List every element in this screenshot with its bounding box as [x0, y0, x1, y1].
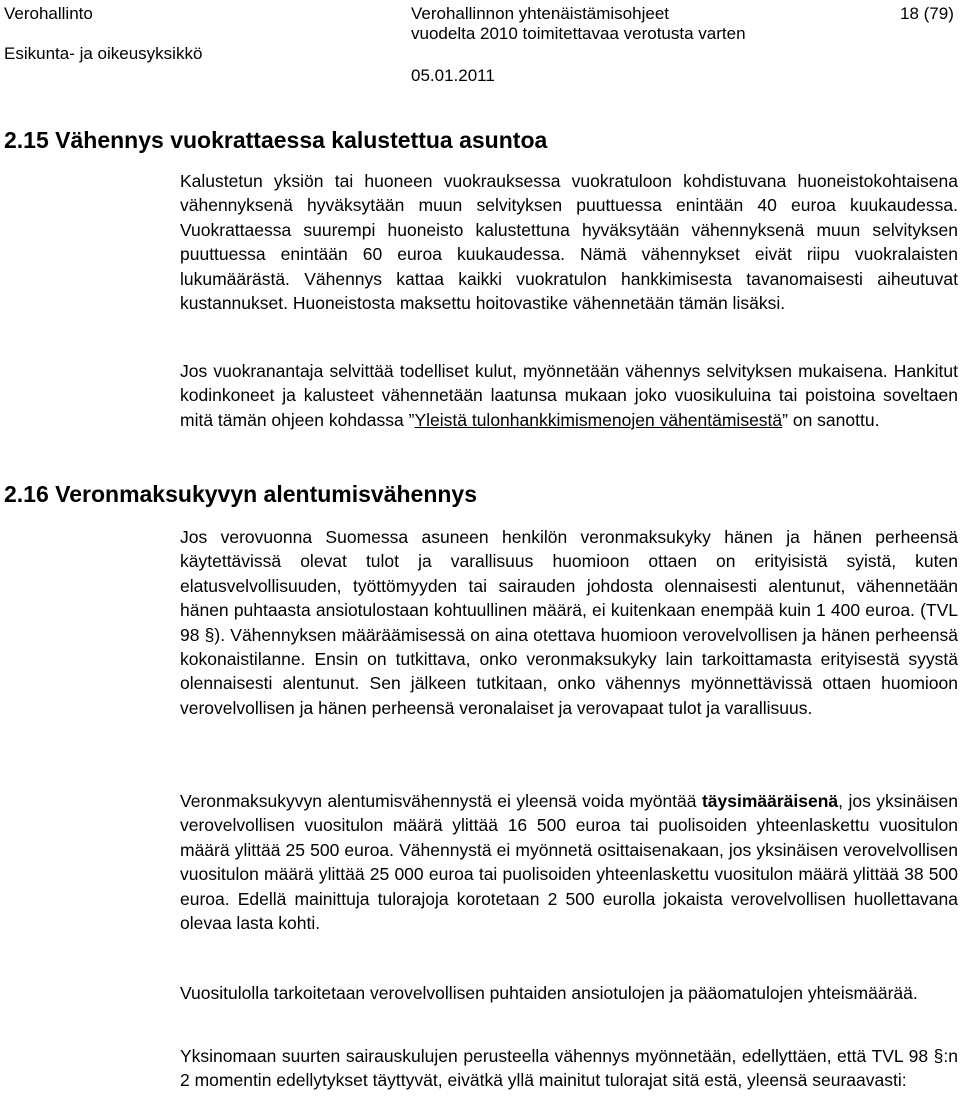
section-2-15-p2-text: Jos vuokranantaja selvittää todelliset kulut, myönnetään vähennys selvityksen mukaisena. Hankitut kodinkoneet ja kalusteet vähennetään laatunsa mukaan joko vuosikuluina tai poistoina soveltaen mitä tämän ohjeen kohdassa ”: [180, 361, 958, 430]
header-page-number: 18 (79): [900, 4, 954, 23]
section-2-16-paragraph-3: Vuositulolla tarkoitetaan verovelvollisen puhtaiden ansiotulojen ja pääomatulojen yhteismäärää.: [180, 983, 918, 1003]
header-dept: Esikunta- ja oikeusyksikkö: [4, 44, 203, 63]
section-2-16-paragraph-4: Yksinomaan suurten sairauskulujen perusteella vähennys myönnetään, edellyttäen, että TVL 98 §:n 2 momentin edellytykset täyttyvät, eivätkä yllä mainitut tulorajat sitä estä, yleensä seuraavasti:: [180, 1046, 958, 1091]
section-2-16-p2-tail: , jos yksinäisen verovelvollisen vuositulon määrä ylittää 16 500 euroa tai puolisoiden yhteenlaskettu vuositulon määrä ylittää 25 500 euroa. Vähennystä ei myönnetä osittaisenakaan, jos yksinäisen verovelvollisen vuositulon määrä ylittää 25 000 euroa tai puolisoiden yhteenlaskettu vuositulon määrä ylittää 38 500 euroa. Edellä mainittuja tulorajoja korotetaan 2 500 eurolla jokaista verovelvollisen huollettavana olevaa lasta kohti.: [180, 791, 958, 934]
section-2-16-p2-bold: täysimääräisenä: [701, 791, 839, 811]
section-2-16-paragraph-2: [180, 789, 958, 935]
header-date: 05.01.2011: [411, 66, 495, 85]
guide-reference-link[interactable]: Yleistä tulonhankkimismenojen vähentämisestä: [414, 409, 783, 430]
section-2-15-paragraph-2: [180, 359, 958, 432]
section-2-15-p2-tail: ” on sanottu.: [782, 409, 880, 430]
section-heading-2-15: 2.15 Vähennys vuokrattaessa kalustettua asuntoa: [4, 127, 548, 153]
section-2-16-p2-text: Veronmaksukyvyn alentumisvähennystä ei yleensä voida myöntää: [180, 791, 702, 811]
section-2-16-paragraph-1: Jos verovuonna Suomessa asuneen henkilön veronmaksukyky hänen ja hänen perheensä käytettävissä olevat tulot ja varallisuus huomioon ottaen on erityisistä syistä, kuten elatusvelvollisuuden, työttömyyden tai sairauden johdosta olennaisesti alentunut, vähennetään hänen puhtaasta ansiotulostaan kohtuullinen määrä, ei kuitenkaan enempää kuin 1 400 euroa. (TVL 98 §). Vähennyksen määräämisessä on aina otettava huomioon verovelvollisen ja hänen perheensä kokonaistilanne. Ensin on tutkittava, onko veronmaksukyky lain tarkoittamasta erityisestä syystä olennaisesti alentunut. Sen jälkeen tutkitaan, onko vähennys myönnettävissä ottaen huomioon verovelvollisen ja hänen perheensä veronalaiset ja verovapaat tulot ja varallisuus.: [180, 527, 958, 718]
header-doc-subtitle: vuodelta 2010 toimitettavaa verotusta varten: [411, 24, 746, 43]
header-org: Verohallinto: [4, 4, 93, 23]
section-heading-2-16: 2.16 Veronmaksukyvyn alentumisvähennys: [4, 481, 478, 507]
header-doc-title: Verohallinnon yhtenäistämisohjeet: [411, 4, 670, 23]
section-2-15-paragraph-1: Kalustetun yksiön tai huoneen vuokrauksessa vuokratuloon kohdistuvana huoneistokohtaisena vähennyksenä hyväksytään muun selvityksen puuttuessa enintään 40 euroa kuukaudessa. Vuokrattaessa suurempi huoneisto kalustettuna hyväksytään vähennyksenä muun selvityksen puuttuessa enintään 60 euroa kuukaudessa. Nämä vähennykset eivät riipu vuokralaisten lukumäärästä. Vähennys kattaa kaikki vuokratulon hankkimisesta tavanomaisesti aiheutuvat kustannukset. Huoneistosta maksettu hoitovastike vähennetään tämän lisäksi.: [180, 171, 958, 314]
